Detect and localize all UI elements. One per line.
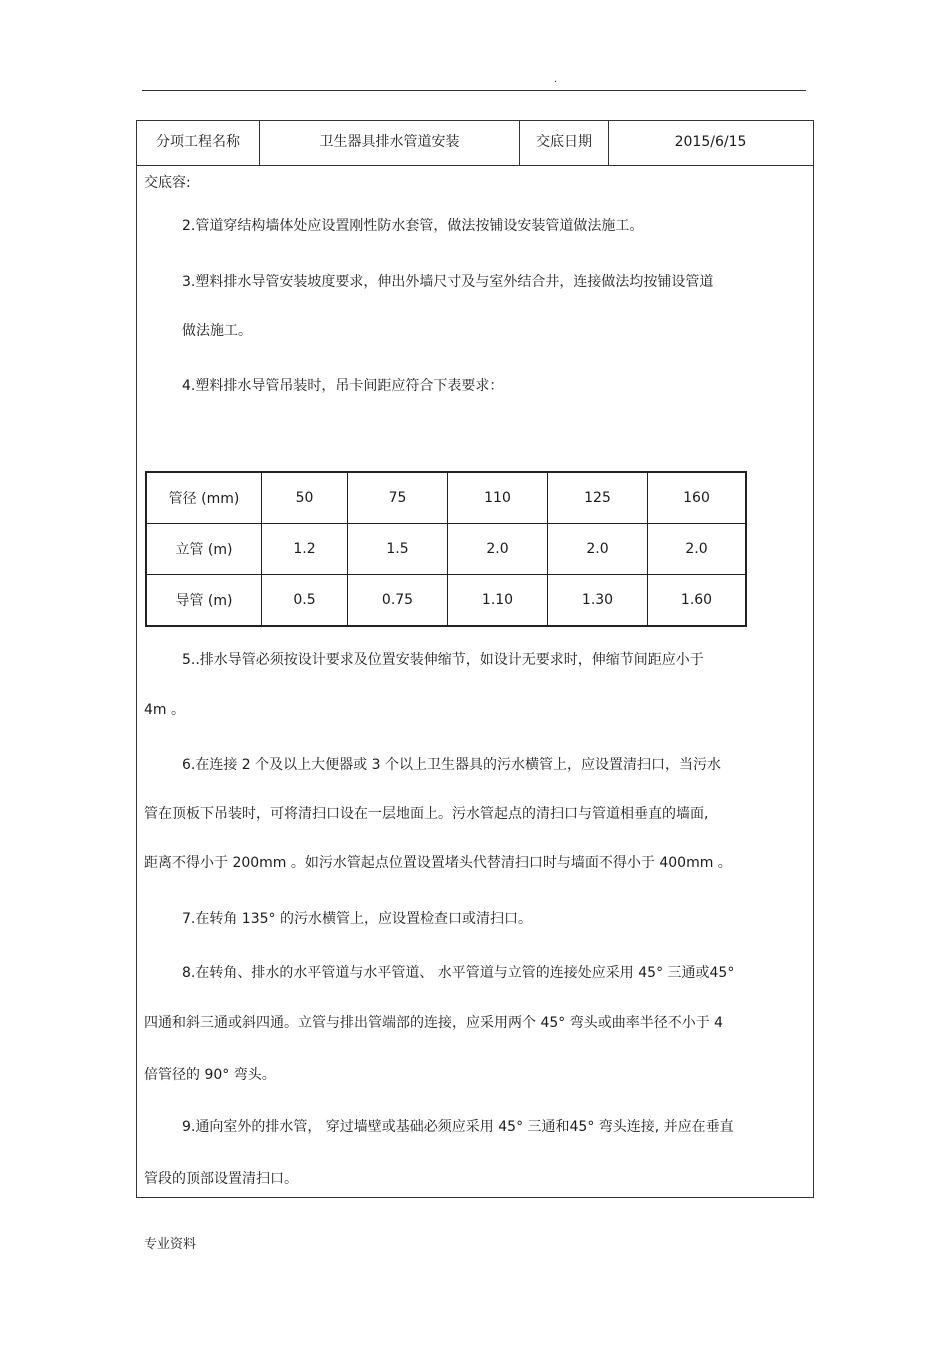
row-header: 导管 (m)	[146, 575, 262, 627]
table-cell: 1.5	[348, 524, 448, 575]
paragraph-4: 4.塑料排水导管吊装时，吊卡间距应符合下表要求：	[182, 378, 504, 394]
paragraph-7: 7.在转角 135° 的污水横管上，应设置检查口或清扫口。	[182, 911, 532, 927]
table-cell: 0.75	[348, 575, 448, 627]
table-cell: 125	[548, 472, 648, 524]
table-row	[146, 524, 746, 575]
project-name-label: 分项工程名称	[156, 134, 240, 150]
table-cell: 2.0	[648, 524, 747, 575]
table-cell: 1.30	[548, 575, 648, 627]
header-dot: .	[554, 74, 558, 85]
paragraph-9: 9.通向室外的排水管， 穿过墙壁或基础必须应采用 45° 三通和45° 弯头连接, 并应在垂直	[182, 1119, 734, 1135]
table-row	[146, 575, 746, 627]
footer-text: 专业资料	[144, 1237, 197, 1252]
paragraph-8-cont: 四通和斜三通或斜四通。立管与排出管端部的连接，应采用两个 45° 弯头或曲率半径不小于 4	[144, 1015, 724, 1031]
table-cell: 1.2	[262, 524, 348, 575]
header-rule	[142, 90, 806, 91]
hanger-spacing-table	[145, 471, 747, 627]
paragraph-9-cont: 管段的顶部设置清扫口。	[144, 1171, 298, 1187]
table-cell: 50	[262, 472, 348, 524]
content-label: 交底容:	[144, 175, 191, 191]
paragraph-2: 2.管道穿结构墙体处应设置刚性防水套管，做法按铺设安装管道做法施工。	[182, 218, 644, 234]
table-row	[146, 472, 746, 524]
header-row-divider	[136, 165, 814, 166]
table-cell: 0.5	[262, 575, 348, 627]
paragraph-8-cont: 倍管径的 90° 弯头。	[144, 1067, 276, 1083]
paragraph-6: 6.在连接 2 个及以上大便器或 3 个以上卫生器具的污水横管上，应设置清扫口，当污水	[182, 757, 721, 773]
paragraph-6-cont: 管在顶板下吊装时，可将清扫口设在一层地面上。污水管起点的清扫口与管道相垂直的墙面,	[144, 806, 709, 822]
table-cell: 160	[648, 472, 747, 524]
table-cell: 1.10	[448, 575, 548, 627]
table-cell: 110	[448, 472, 548, 524]
paragraph-3-cont: 做法施工。	[182, 323, 252, 339]
paragraph-3: 3.塑料排水导管安装坡度要求，伸出外墙尺寸及与室外结合井，连接做法均按铺设管道	[182, 274, 714, 290]
date-value: 2015/6/15	[674, 134, 747, 150]
table-cell: 2.0	[548, 524, 648, 575]
paragraph-5-cont: 4m 。	[144, 702, 185, 718]
table-cell: 2.0	[448, 524, 548, 575]
row-header: 立管 (m)	[146, 524, 262, 575]
date-label: 交底日期	[536, 134, 592, 150]
table-cell: 1.60	[648, 575, 747, 627]
project-name-value: 卫生器具排水管道安装	[319, 134, 460, 150]
paragraph-5: 5..排水导管必须按设计要求及位置安装伸缩节，如设计无要求时，伸缩节间距应小于	[182, 652, 704, 668]
table-cell: 75	[348, 472, 448, 524]
paragraph-8: 8.在转角、排水的水平管道与水平管道、 水平管道与立管的连接处应采用 45° 三通或45°	[182, 965, 735, 981]
row-header: 管径 (mm)	[146, 472, 262, 524]
paragraph-6-cont: 距离不得小于 200mm 。如污水管起点位置设置堵头代替清扫口时与墙面不得小于 400mm 。	[144, 855, 732, 871]
